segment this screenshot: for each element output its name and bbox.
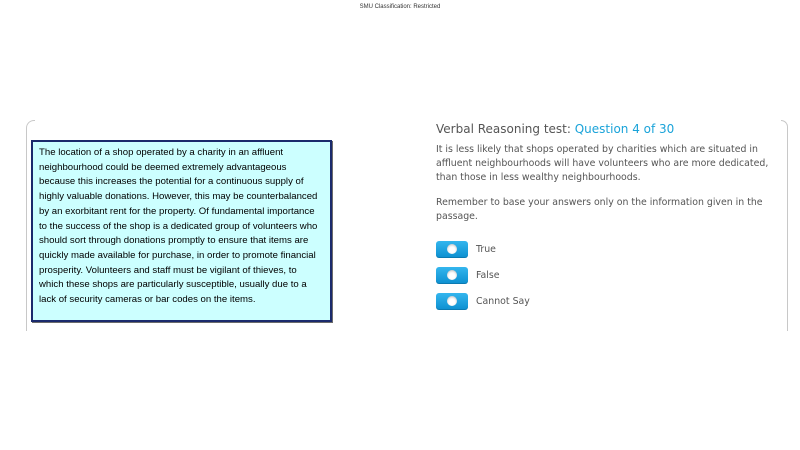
option-label-cannot-say[interactable]: Cannot Say [476,295,530,307]
answer-options [436,240,772,310]
content-frame-right-edge [781,120,788,331]
instruction-reminder: Remember to base your answers only on the information given in the passage. [436,197,763,222]
question-progress: Question 4 of 30 [574,122,675,136]
question-statement: It is less likely that shops operated by charities which are situated in affluent neighbourhoods will have volunteers who are more dedicated, than those in less wealthy neighbourhoods. [436,144,769,183]
option-true[interactable] [436,240,772,258]
classification-label: SMU Classification: Restricted [359,4,441,10]
option-false[interactable] [436,266,772,284]
radio-button-false[interactable] [436,267,468,284]
radio-button-true[interactable] [436,241,468,258]
radio-dot-icon [447,270,457,280]
option-cannot-say[interactable] [436,292,772,310]
radio-button-cannot-say[interactable] [436,293,468,310]
passage-box [31,140,332,322]
passage-text: The location of a shop operated by a charity in an affluent neighbourhood could be deemed extremely advantageous because this increases the potential for a continuous supply of highly valuable donations. However, this may be counterbalanced by an exorbitant rent for the property. Of fundamental importance to the success of the shop is a dedicated group of volunteers who should sort through donations promptly to ensure that items are quickly made available for purchase, in order to promote financial prosperity. Volunteers and staff must be vigilant of thieves, to which these shops are particularly susceptible, usually due to a lack of security cameras or bar codes on the items. [39,147,318,306]
radio-dot-icon [447,296,457,306]
option-label-true[interactable]: True [476,243,496,255]
radio-dot-icon [447,244,457,254]
option-label-false[interactable]: False [476,269,500,281]
test-name: Verbal Reasoning test: [436,122,571,136]
question-panel [436,122,772,318]
question-title [436,122,772,136]
